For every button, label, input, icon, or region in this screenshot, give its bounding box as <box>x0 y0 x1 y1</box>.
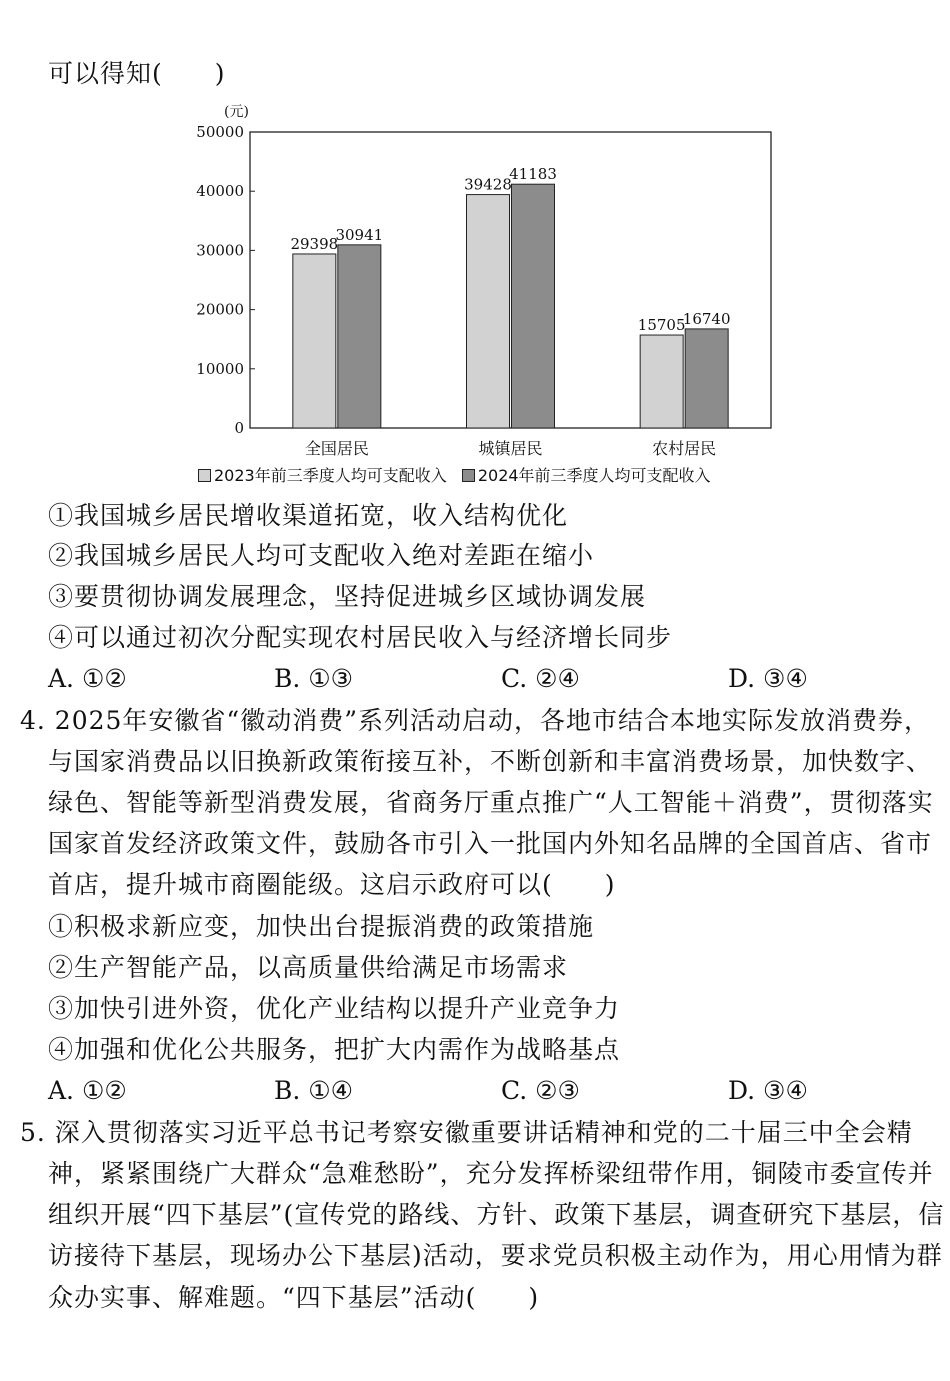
q3-statement-3: ③要贯彻协调发展理念，坚持促进城乡区域协调发展 <box>48 582 647 611</box>
bar-2024 <box>512 184 555 428</box>
q4-options <box>48 1071 898 1111</box>
q5-line-2: 神，紧紧围绕广大群众“急难愁盼”，充分发挥桥梁纽带作用，铜陵市委宣传并 <box>48 1159 934 1188</box>
q4-line-3: 绿色、智能等新型消费发展，省商务厅重点推广“人工智能＋消费”，贯彻落实 <box>48 788 934 817</box>
bar-value-label: 30941 <box>335 225 384 244</box>
y-tick-label: 30000 <box>196 241 244 260</box>
category-label: 农村居民 <box>652 439 717 458</box>
q4-line-4: 国家首发经济政策文件，鼓励各市引入一批国内外知名品牌的全国首店、省市 <box>48 829 933 858</box>
bar-2023 <box>293 254 336 428</box>
q3-statement-1: ①我国城乡居民增收渠道拓宽，收入结构优化 <box>48 501 569 530</box>
q3-statement-2: ②我国城乡居民人均可支配收入绝对差距在缩小 <box>48 541 595 570</box>
bar-value-label: 29398 <box>290 234 339 253</box>
q4-line-1: 4. 2025年安徽省“徽动消费”系列活动启动，各地市结合本地实际发放消费券， <box>20 706 930 735</box>
q3-option-b[interactable]: B. ①③ <box>274 664 354 693</box>
y-tick-label: 50000 <box>196 123 244 141</box>
q5-line-3: 组织开展“四下基层”(宣传党的路线、方针、政策下基层，调查研究下基层，信 <box>48 1200 945 1229</box>
category-label: 城镇居民 <box>478 439 543 458</box>
q3-options <box>48 659 898 699</box>
q4-option-d[interactable]: D. ③④ <box>728 1076 808 1105</box>
category-label: 全国居民 <box>304 439 369 458</box>
legend-swatch-2023 <box>198 469 211 482</box>
y-tick-label: 0 <box>234 419 244 437</box>
q3-option-c[interactable]: C. ②④ <box>501 664 580 693</box>
q4-line-5: 首店，提升城市商圈能级。这启示政府可以( ) <box>48 870 616 899</box>
y-tick-label: 20000 <box>196 300 244 319</box>
bar-value-label: 41183 <box>509 165 557 184</box>
bar-value-label: 39428 <box>464 175 512 194</box>
q5-line-5: 众办实事、解难题。“四下基层”活动( ) <box>48 1283 540 1312</box>
q4-option-c[interactable]: C. ②③ <box>501 1076 580 1105</box>
bar-2024 <box>338 245 381 428</box>
bar-2023 <box>640 335 683 428</box>
q4-statement-1: ①积极求新应变，加快出台提振消费的政策措施 <box>48 912 595 941</box>
legend-swatch-2024 <box>462 469 475 482</box>
y-tick-label: 40000 <box>196 182 244 201</box>
bar-2024 <box>685 329 728 428</box>
intro-text: 可以得知( ) <box>48 59 226 88</box>
q3-option-a[interactable]: A. ①② <box>48 664 127 693</box>
chart-legend <box>198 464 711 488</box>
legend-label-2024: 2024年前三季度人均可支配收入 <box>477 466 711 485</box>
q3-option-d[interactable]: D. ③④ <box>728 664 808 693</box>
q4-option-a[interactable]: A. ①② <box>48 1076 127 1105</box>
y-unit-label: (元) <box>224 104 249 120</box>
q4-line-2: 与国家消费品以旧换新政策衔接互补，不断创新和丰富消费场景，加快数字、 <box>48 747 933 776</box>
bar-value-label: 16740 <box>682 309 731 328</box>
q3-statement-4: ④可以通过初次分配实现农村居民收入与经济增长同步 <box>48 623 673 652</box>
q4-option-b[interactable]: B. ①④ <box>274 1076 354 1105</box>
q4-statement-2: ②生产智能产品，以高质量供给满足市场需求 <box>48 953 569 982</box>
q5-line-4: 访接待下基层，现场办公下基层)活动，要求党员积极主动作为，用心用情为群 <box>48 1241 943 1270</box>
q5-line-1: 5. 深入贯彻落实习近平总书记考察安徽重要讲话精神和党的二十届三中全会精 <box>20 1118 913 1147</box>
y-tick-label: 10000 <box>196 359 244 378</box>
bar-value-label: 15705 <box>637 316 686 335</box>
legend-label-2023: 2023年前三季度人均可支配收入 <box>214 466 447 485</box>
q4-statement-4: ④加强和优化公共服务，把扩大内需作为战略基点 <box>48 1035 621 1064</box>
q4-statement-3: ③加快引进外资，优化产业结构以提升产业竞争力 <box>48 994 621 1023</box>
bar-2023 <box>467 195 510 428</box>
income-bar-chart <box>180 100 800 464</box>
